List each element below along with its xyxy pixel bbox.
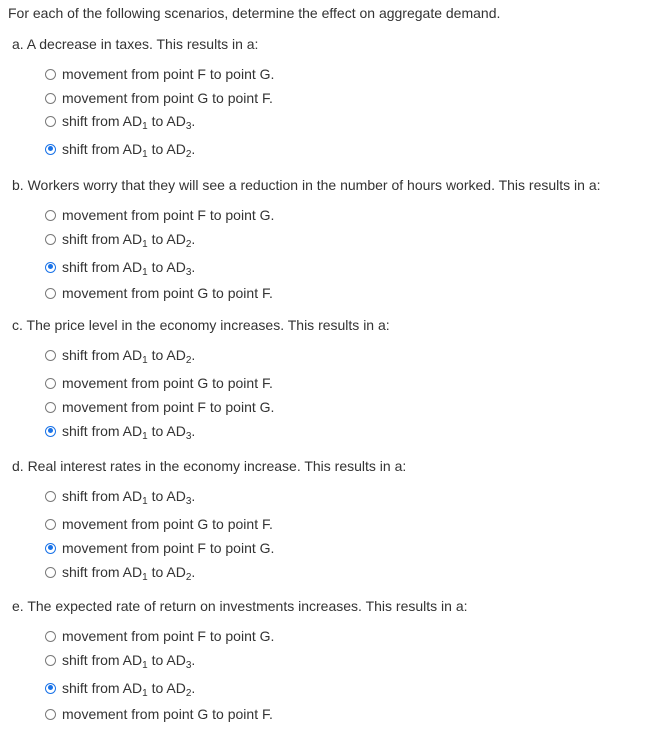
answer-option[interactable] xyxy=(45,562,195,582)
option-text-s2: 3 xyxy=(185,431,192,442)
option-text-s1: 1 xyxy=(142,660,148,671)
option-text-pre: movement from point F to point G. xyxy=(62,66,275,82)
option-label xyxy=(62,90,273,106)
radio-button[interactable] xyxy=(45,567,56,578)
option-text-pre: shift from AD xyxy=(62,652,143,668)
question-prompt: d. Real interest rates in the economy increase. This results in a: xyxy=(12,458,407,474)
option-text-mid: to AD xyxy=(147,652,186,668)
radio-button[interactable] xyxy=(45,69,56,80)
option-text-s2: 3 xyxy=(185,496,192,507)
option-label xyxy=(62,259,196,278)
option-text-pre: shift from AD xyxy=(62,680,143,696)
radio-button[interactable] xyxy=(45,683,56,694)
option-text-s1: 1 xyxy=(142,572,148,583)
answer-option[interactable] xyxy=(45,397,274,417)
option-text-pre: movement from point G to point F. xyxy=(62,516,273,532)
option-text-post: . xyxy=(191,423,196,439)
option-text-s1: 1 xyxy=(142,688,148,699)
radio-button[interactable] xyxy=(45,519,56,530)
option-text-s1: 1 xyxy=(142,267,148,278)
option-label xyxy=(62,231,196,250)
option-text-mid: to AD xyxy=(147,113,186,129)
radio-button[interactable] xyxy=(45,378,56,389)
answer-option[interactable] xyxy=(45,626,274,646)
option-text-s1: 1 xyxy=(142,239,148,250)
answer-option[interactable] xyxy=(45,64,274,84)
option-label xyxy=(62,564,196,583)
option-label xyxy=(62,652,196,671)
option-text-pre: movement from point G to point F. xyxy=(62,706,273,722)
option-text-s2: 3 xyxy=(185,121,192,132)
radio-button[interactable] xyxy=(45,262,56,273)
radio-button[interactable] xyxy=(45,426,56,437)
option-text-pre: shift from AD xyxy=(62,259,143,275)
option-label xyxy=(62,141,196,160)
option-text-mid: to AD xyxy=(147,347,186,363)
radio-button[interactable] xyxy=(45,288,56,299)
option-text-post: . xyxy=(191,564,196,580)
option-text-post: . xyxy=(191,141,196,157)
option-text-post: . xyxy=(191,259,196,275)
option-text-s2: 2 xyxy=(185,149,192,160)
radio-button[interactable] xyxy=(45,93,56,104)
option-text-pre: movement from point F to point G. xyxy=(62,628,275,644)
option-label xyxy=(62,540,274,556)
option-label xyxy=(62,66,274,82)
option-text-mid: to AD xyxy=(147,564,186,580)
option-text-s1: 1 xyxy=(142,149,148,160)
answer-option[interactable] xyxy=(45,373,273,393)
option-label xyxy=(62,399,274,415)
option-text-s2: 2 xyxy=(185,239,192,250)
answer-option[interactable] xyxy=(45,486,195,506)
option-text-post: . xyxy=(191,652,196,668)
radio-button[interactable] xyxy=(45,655,56,666)
option-text-s2: 2 xyxy=(185,572,192,583)
answer-option[interactable] xyxy=(45,704,273,724)
answer-option[interactable] xyxy=(45,538,274,558)
radio-button[interactable] xyxy=(45,350,56,361)
option-text-pre: shift from AD xyxy=(62,488,143,504)
option-label xyxy=(62,628,274,644)
option-label xyxy=(62,680,196,699)
option-text-s1: 1 xyxy=(142,355,148,366)
option-text-s2: 3 xyxy=(185,660,192,671)
option-text-post: . xyxy=(191,680,196,696)
answer-option[interactable] xyxy=(45,345,195,365)
radio-button[interactable] xyxy=(45,144,56,155)
option-text-s2: 3 xyxy=(185,267,192,278)
option-text-mid: to AD xyxy=(147,259,186,275)
option-text-s1: 1 xyxy=(142,121,148,132)
option-text-pre: movement from point G to point F. xyxy=(62,90,273,106)
question-prompt: a. A decrease in taxes. This results in a: xyxy=(12,36,259,52)
radio-button[interactable] xyxy=(45,234,56,245)
answer-option[interactable] xyxy=(45,257,195,277)
question-prompt: c. The price level in the economy increases. This results in a: xyxy=(12,317,390,333)
answer-option[interactable] xyxy=(45,421,195,441)
option-text-pre: shift from AD xyxy=(62,347,143,363)
option-label xyxy=(62,516,273,532)
answer-option[interactable] xyxy=(45,650,195,670)
radio-button[interactable] xyxy=(45,709,56,720)
answer-option[interactable] xyxy=(45,514,273,534)
option-text-pre: shift from AD xyxy=(62,141,143,157)
option-text-pre: movement from point F to point G. xyxy=(62,540,275,556)
radio-button[interactable] xyxy=(45,402,56,413)
option-text-mid: to AD xyxy=(147,231,186,247)
option-text-mid: to AD xyxy=(147,141,186,157)
option-label xyxy=(62,207,274,223)
option-label xyxy=(62,347,196,366)
radio-button[interactable] xyxy=(45,210,56,221)
option-text-pre: movement from point F to point G. xyxy=(62,399,275,415)
option-text-s2: 2 xyxy=(185,688,192,699)
answer-option[interactable] xyxy=(45,88,273,108)
option-text-mid: to AD xyxy=(147,680,186,696)
option-text-s2: 2 xyxy=(185,355,192,366)
answer-option[interactable] xyxy=(45,678,195,698)
option-text-post: . xyxy=(191,231,196,247)
option-text-s1: 1 xyxy=(142,496,148,507)
option-label xyxy=(62,488,196,507)
option-label xyxy=(62,423,196,442)
radio-button[interactable] xyxy=(45,543,56,554)
option-text-pre: movement from point F to point G. xyxy=(62,207,275,223)
option-label xyxy=(62,113,196,132)
option-text-post: . xyxy=(191,347,196,363)
answer-option[interactable] xyxy=(45,229,195,249)
option-text-pre: shift from AD xyxy=(62,113,143,129)
option-text-s1: 1 xyxy=(142,431,148,442)
answer-option[interactable] xyxy=(45,111,195,131)
option-text-pre: shift from AD xyxy=(62,564,143,580)
option-text-pre: shift from AD xyxy=(62,423,143,439)
option-text-post: . xyxy=(191,113,196,129)
option-label xyxy=(62,706,273,722)
answer-option[interactable] xyxy=(45,205,274,225)
intro-text: For each of the following scenarios, determine the effect on aggregate demand. xyxy=(8,5,501,21)
radio-button[interactable] xyxy=(45,631,56,642)
option-label xyxy=(62,375,273,391)
radio-button[interactable] xyxy=(45,491,56,502)
option-label xyxy=(62,285,273,301)
option-text-pre: movement from point G to point F. xyxy=(62,285,273,301)
question-prompt: e. The expected rate of return on investments increases. This results in a: xyxy=(12,598,468,614)
answer-option[interactable] xyxy=(45,139,195,159)
option-text-mid: to AD xyxy=(147,423,186,439)
option-text-mid: to AD xyxy=(147,488,186,504)
option-text-pre: shift from AD xyxy=(62,231,143,247)
radio-button[interactable] xyxy=(45,116,56,127)
option-text-pre: movement from point G to point F. xyxy=(62,375,273,391)
option-text-post: . xyxy=(191,488,196,504)
question-prompt: b. Workers worry that they will see a reduction in the number of hours worked. This results in a: xyxy=(12,177,601,193)
answer-option[interactable] xyxy=(45,283,273,303)
